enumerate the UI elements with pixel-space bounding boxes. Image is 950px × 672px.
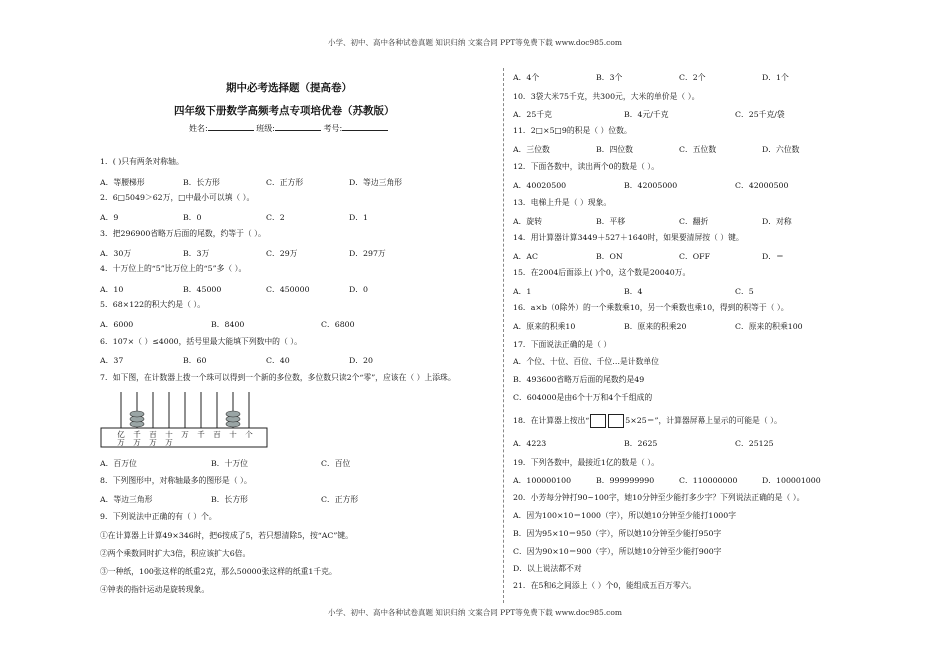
question-6-option: C．40 (266, 356, 290, 365)
question-3-option: A．30万 (100, 249, 132, 258)
question-18-option: B．2625 (624, 439, 658, 448)
question-7-option: B．十万位 (211, 459, 248, 468)
question-11: 11．2□×5□9的积是（ ）位数。 (513, 126, 632, 135)
question-6-option: D．20 (349, 356, 373, 365)
question-14-option: A．AC (513, 252, 539, 261)
question-10-option: A．25千克 (513, 110, 552, 119)
question-10-option: C．25千克/袋 (735, 110, 785, 119)
page-header: 小学、初中、高中各种试卷真题 知识归纳 文案合同 PPT等免费下载 www.doc985.com (328, 38, 622, 47)
abacus-place-label: 千 (197, 430, 205, 439)
question-4-option: C．450000 (266, 285, 310, 294)
question-9: 9．下列说法中正确的有（ ）个。 (100, 512, 217, 521)
question-18-text: 5×25＝”，计算器屏幕上显示的可能是（ ）。 (625, 416, 782, 425)
question-1-option: D．等边三角形 (349, 178, 403, 187)
question-3-option: C．29万 (266, 249, 298, 258)
question-4: 4．十万位上的“5”比万位上的“5”多（ ）。 (100, 264, 247, 273)
abacus-place-label: 万 (149, 438, 157, 447)
question-19: 19．下列各数中，最接近1亿的数是（ ）。 (513, 458, 660, 467)
question-19-option: C．110000000 (679, 476, 738, 485)
question-15-option: B．4 (624, 287, 643, 296)
abacus-place-label: 万 (181, 430, 189, 439)
question-19-option: A．100000100 (513, 476, 572, 485)
abacus-place-label: 百 (149, 430, 157, 439)
question-10: 10．3袋大米75千克，共300元，大米的单价是（ ）。 (513, 92, 700, 101)
question-1-option: A．等腰梯形 (100, 178, 145, 187)
question-20: 20．小芳每分钟打90~100字，她10分钟至少能打多少字？下列说法正确的是（ ）。 (513, 493, 805, 502)
question-9-option: D．1个 (762, 73, 789, 82)
question-7: 7．如下图，在计数器上拨一个珠可以得到一个新的多位数，多位数只读2个“零”，应该在（ ）上添珠。 (100, 373, 456, 382)
abacus-place-label: 个 (245, 430, 253, 439)
question-12-option: B．42005000 (624, 181, 678, 190)
number-field[interactable] (342, 122, 388, 131)
question-14-option: D．＝ (762, 252, 784, 261)
question-14: 14．用计算器计算3449＋527＋1640时，如果要清屏按（ ）键。 (513, 233, 744, 242)
question-15-option: A．1 (513, 287, 532, 296)
abacus-place-label: 十 (229, 430, 237, 439)
question-15: 15．在2004后面添上( )个0，这个数是20040万。 (513, 268, 691, 277)
abacus-place-label: 亿 (117, 430, 125, 439)
question-16-option: B．原来的积乘20 (624, 322, 687, 331)
question-20-option: D．以上说法都不对 (513, 564, 582, 573)
question-4-option: D．0 (349, 285, 369, 294)
question-18-text: 18．在计算器上按出“ (513, 416, 590, 425)
question-1: 1．( )只有两条对称轴。 (100, 157, 184, 166)
question-19-option: D．100001000 (762, 476, 821, 485)
calculator-key-box (590, 414, 606, 428)
question-2-option: A．9 (100, 213, 119, 222)
question-18 (513, 414, 782, 428)
question-9-statement: ②两个乘数同时扩大3倍，积应该扩大6倍。 (100, 549, 251, 558)
exam-title: 期中必考选择题（提高卷） (226, 82, 352, 94)
question-8-option: A．等边三角形 (100, 495, 153, 504)
question-9-option: B．3个 (596, 73, 623, 82)
abacus-place-label: 万 (133, 438, 141, 447)
question-4-option: B．45000 (183, 285, 222, 294)
question-8-option: C．正方形 (321, 495, 359, 504)
question-8: 8．下列图形中，对称轴最多的图形是（ ）。 (100, 476, 252, 485)
abacus-place-label: 千 (133, 430, 141, 439)
question-16-option: C．原来的积乘100 (735, 322, 803, 331)
question-18-option: A．4223 (513, 439, 547, 448)
question-13-option: A．旋转 (513, 217, 543, 226)
question-4-option: A．10 (100, 285, 124, 294)
question-7-option: C．百位 (321, 459, 351, 468)
question-13: 13．电梯上升是（ ）现象。 (513, 198, 612, 207)
student-info-form (189, 122, 388, 134)
question-17-statement: A．个位、十位、百位、千位…是计数单位 (513, 357, 659, 366)
abacus-figure (99, 390, 269, 448)
question-18-option: C．25125 (735, 439, 774, 448)
question-2-option: C．2 (266, 213, 285, 222)
question-19-option: B．999999990 (596, 476, 655, 485)
question-9-option: A．4个 (513, 73, 540, 82)
question-14-option: C．OFF (679, 252, 710, 261)
question-6-option: B．60 (183, 356, 207, 365)
calculator-key-box (608, 414, 624, 428)
question-13-option: C．翻折 (679, 217, 709, 226)
question-16: 16．a×b（0除外）的一个乘数乘10，另一个乘数也乘10，得到的积等于（ ）。 (513, 303, 789, 312)
abacus-place-label: 十 (165, 430, 173, 439)
question-11-option: B．四位数 (596, 145, 633, 154)
abacus-place-label: 万 (117, 438, 125, 447)
question-6: 6．107×（ ）≤4000，括号里最大能填下列数中的（ ）。 (100, 337, 302, 346)
name-label: 姓名: (189, 124, 208, 133)
question-5-option: C．6800 (321, 320, 355, 329)
question-1-option: C．正方形 (266, 178, 304, 187)
question-10-option: B．4元/千克 (624, 110, 669, 119)
question-20-option: B．因为95×10＝950（字），所以她10分钟至少能打950字 (513, 529, 722, 538)
question-17-statement: B．493600省略万后面的尾数约是49 (513, 375, 645, 384)
question-16-option: A．原来的积乘10 (513, 322, 576, 331)
question-12-option: A．40020500 (513, 181, 567, 190)
question-13-option: D．对称 (762, 217, 792, 226)
question-15-option: C．5 (735, 287, 754, 296)
class-label: 班级: (256, 124, 275, 133)
question-8-option: B．长方形 (211, 495, 248, 504)
question-6-option: A．37 (100, 356, 124, 365)
question-17-statement: C．604000是由6个十万和4个千组成的 (513, 393, 653, 402)
question-20-option: A．因为100×10＝1000（字），所以她10分钟至少能打1000字 (513, 511, 737, 520)
question-21: 21．在5和6之间添上（ ）个0，能组成五百万零六。 (513, 581, 697, 590)
question-11-option: A．三位数 (513, 145, 550, 154)
question-5-option: A．6000 (100, 320, 134, 329)
question-11-option: D．六位数 (762, 145, 800, 154)
question-2-option: D．1 (349, 213, 369, 222)
question-5: 5．68×122的积大约是（ ）。 (100, 300, 206, 309)
question-9-statement: ①在计算器上计算49×346时，把6按成了5，若只想清除5，按“AC”键。 (100, 531, 353, 540)
question-3-option: D．297万 (349, 249, 386, 258)
question-11-option: C．五位数 (679, 145, 717, 154)
exam-subtitle: 四年级下册数学高频考点专项培优卷（苏教版） (174, 105, 395, 117)
question-12-option: C．42000500 (735, 181, 789, 190)
question-9-option: C．2个 (679, 73, 706, 82)
question-7-option: A．百万位 (100, 459, 137, 468)
question-14-option: B．ON (596, 252, 623, 261)
question-13-option: B．平移 (596, 217, 626, 226)
question-2-option: B．0 (183, 213, 202, 222)
name-field[interactable] (208, 122, 254, 131)
question-12: 12．下面各数中，读出两个0的数是（ ）。 (513, 162, 660, 171)
question-20-option: C．因为90×10＝900（字），所以她10分钟至少能打900字 (513, 547, 722, 556)
column-divider (503, 68, 504, 603)
number-label: 考号: (323, 124, 343, 133)
abacus-place-label: 万 (165, 438, 173, 447)
question-3-option: B．3万 (183, 249, 210, 258)
question-5-option: B．8400 (211, 320, 245, 329)
question-3: 3．把296900省略万后面的尾数，约等于（ ）。 (100, 229, 266, 238)
class-field[interactable] (275, 122, 321, 131)
question-9-statement: ③一种纸，100张这样的纸重2克，那么50000张这样的纸重1千克。 (100, 567, 337, 576)
question-17: 17．下面说法正确的是（ ） (513, 340, 612, 349)
question-1-option: B．长方形 (183, 178, 220, 187)
question-2: 2．6□5049＞62万，□中最小可以填（ ）。 (100, 193, 255, 202)
page-footer: 小学、初中、高中各种试卷真题 知识归纳 文案合同 PPT等免费下载 www.doc985.com (328, 608, 622, 617)
abacus-place-label: 百 (213, 430, 221, 439)
question-9-statement: ④钟表的指针运动是旋转现象。 (100, 585, 210, 594)
